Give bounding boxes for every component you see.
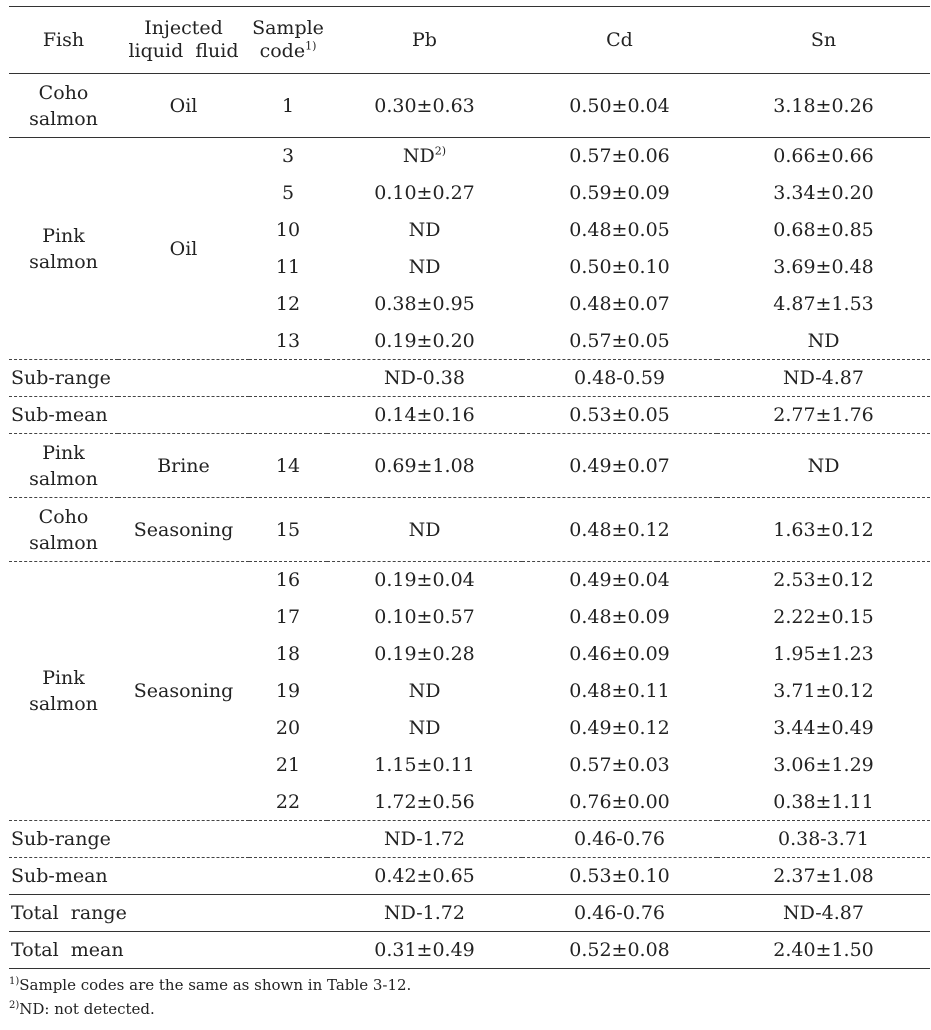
cd-cell: 0.48±0.07 xyxy=(569,293,670,315)
sn-cell: 1.95±1.23 xyxy=(773,643,874,665)
sample-code-cell: 16 xyxy=(249,562,327,599)
sn-cell: 4.87±1.53 xyxy=(773,293,874,315)
pb-cell: ND xyxy=(408,219,441,241)
fluid-cell: Oil xyxy=(118,138,249,360)
sn-cell: 3.34±0.20 xyxy=(773,182,874,204)
pb-cell: 0.69±1.08 xyxy=(327,434,522,498)
header-injected-line1: Injected xyxy=(144,17,223,39)
cd-cell: 0.50±0.10 xyxy=(569,256,670,278)
sn-cell: 2.22±0.15 xyxy=(773,606,874,628)
cd-cell: 0.50±0.04 xyxy=(569,94,670,117)
sn-cell: ND-4.87 xyxy=(717,360,930,397)
pb-cell: 0.14±0.16 xyxy=(327,397,522,434)
total-mean-label: Total mean xyxy=(9,932,327,969)
sub-mean-label: Sub-mean xyxy=(9,397,327,434)
cd-cell: 0.48±0.12 xyxy=(522,498,717,562)
fish-name: salmon xyxy=(29,467,98,490)
sn-cell: 3.44±0.49 xyxy=(773,717,874,739)
cd-cell: 0.52±0.08 xyxy=(522,932,717,969)
sn-cell: 3.69±0.48 xyxy=(773,256,874,278)
sn-cell: 2.53±0.12 xyxy=(717,562,930,599)
footnote-ref-2: 2) xyxy=(434,144,447,158)
cd-cell: 0.53±0.05 xyxy=(522,397,717,434)
sample-code-cell: 5 xyxy=(281,182,295,204)
fish-cell xyxy=(9,498,118,562)
fish-name: salmon xyxy=(29,531,98,554)
pb-value: ND xyxy=(402,145,435,168)
sample-code-cell: 1 xyxy=(281,94,295,117)
header-sample-line1: Sample xyxy=(252,17,324,39)
metal-content-table xyxy=(9,6,930,969)
header-row xyxy=(9,7,930,74)
header-injected-liquid-fluid xyxy=(118,7,249,74)
pb-cell: 0.38±0.95 xyxy=(374,293,475,315)
header-injected-line2: liquid fluid xyxy=(128,40,239,62)
fluid-cell: Brine xyxy=(118,434,249,498)
pb-cell: 0.10±0.27 xyxy=(374,182,475,204)
pb-cell: 1.15±0.11 xyxy=(374,754,475,776)
footnotes xyxy=(9,973,411,1021)
footnote-marker: 2) xyxy=(9,1000,20,1011)
fish-cell xyxy=(9,138,118,360)
sample-code-cell: 12 xyxy=(275,293,301,315)
sn-cell: ND xyxy=(717,434,930,498)
sample-code-cell: 20 xyxy=(275,717,301,739)
header-sample-line2: code xyxy=(259,40,306,62)
sn-cell: 0.38-3.71 xyxy=(717,821,930,858)
sn-cell: 3.18±0.26 xyxy=(773,94,874,117)
sn-cell: 3.06±1.29 xyxy=(773,754,874,776)
pb-cell: ND-1.72 xyxy=(327,895,522,932)
sn-cell: 1.63±0.12 xyxy=(717,498,930,562)
sub-range-row xyxy=(9,360,930,397)
pb-cell: 0.31±0.49 xyxy=(327,932,522,969)
sn-cell: 2.37±1.08 xyxy=(717,858,930,895)
sample-code-cell: 17 xyxy=(275,606,301,628)
sub-range-label: Sub-range xyxy=(9,821,327,858)
pb-cell: ND xyxy=(408,680,441,702)
fish-name: Coho xyxy=(38,505,89,528)
cd-cell: 0.49±0.04 xyxy=(522,562,717,599)
fluid-cell: Seasoning xyxy=(118,562,249,821)
footnote-text: Sample codes are the same as shown in Table 3-12. xyxy=(19,976,412,994)
cd-cell: 0.46±0.09 xyxy=(569,643,670,665)
footnote-ref-1: 1) xyxy=(305,39,317,53)
sn-cell: 3.71±0.12 xyxy=(773,680,874,702)
fish-name: Pink xyxy=(42,441,85,464)
sub-range-label: Sub-range xyxy=(9,360,327,397)
fish-cell xyxy=(9,74,118,138)
sample-code-cell: 3 xyxy=(249,138,327,175)
cd-cell: 0.48-0.59 xyxy=(522,360,717,397)
cd-cell: 0.46-0.76 xyxy=(522,895,717,932)
sn-cell: 0.68±0.85 xyxy=(773,219,874,241)
pb-cell: 0.19±0.04 xyxy=(327,562,522,599)
cd-cell: 0.49±0.07 xyxy=(522,434,717,498)
cd-cell: 0.76±0.00 xyxy=(569,790,670,813)
fish-name: Coho xyxy=(38,81,89,104)
fish-name: salmon xyxy=(29,693,98,715)
cd-cell: 0.48±0.09 xyxy=(569,606,670,628)
footnote-2 xyxy=(9,997,411,1021)
sn-cell: ND-4.87 xyxy=(717,895,930,932)
footnote-marker: 1) xyxy=(9,976,20,987)
pb-cell xyxy=(327,138,522,175)
sample-code-cell: 18 xyxy=(275,643,301,665)
sub-mean-row xyxy=(9,858,930,895)
pb-cell: ND xyxy=(327,498,522,562)
pb-cell: ND xyxy=(408,256,441,278)
sn-cell: 2.40±1.50 xyxy=(717,932,930,969)
table-row xyxy=(9,498,930,562)
header-sample-code xyxy=(249,7,327,74)
pb-cell: ND xyxy=(408,717,441,739)
cd-cell: 0.57±0.05 xyxy=(569,329,670,352)
cd-cell: 0.59±0.09 xyxy=(569,182,670,204)
fish-name: Pink xyxy=(42,224,85,247)
footnote-1 xyxy=(9,973,411,997)
sample-code-cell: 15 xyxy=(249,498,327,562)
cd-cell: 0.46-0.76 xyxy=(522,821,717,858)
fluid-cell: Oil xyxy=(169,94,198,117)
total-mean-row xyxy=(9,932,930,969)
header-cd: Cd xyxy=(606,28,633,51)
pb-cell: 0.19±0.28 xyxy=(374,643,475,665)
header-fish: Fish xyxy=(42,28,85,51)
pb-cell: 0.19±0.20 xyxy=(374,329,475,352)
cd-cell: 0.53±0.10 xyxy=(522,858,717,895)
header-sn: Sn xyxy=(810,28,837,51)
sub-mean-label: Sub-mean xyxy=(9,858,327,895)
sub-mean-row xyxy=(9,397,930,434)
sn-cell: 0.66±0.66 xyxy=(717,138,930,175)
fish-cell xyxy=(9,434,118,498)
sn-cell: 2.77±1.76 xyxy=(717,397,930,434)
table-row xyxy=(9,74,930,138)
table-row xyxy=(9,138,930,175)
sample-code-cell: 11 xyxy=(275,256,301,278)
sn-cell: ND xyxy=(807,329,840,352)
sample-code-cell: 21 xyxy=(275,754,301,776)
pb-cell: 0.10±0.57 xyxy=(374,606,475,628)
sample-code-cell: 13 xyxy=(275,329,301,352)
cd-cell: 0.57±0.06 xyxy=(522,138,717,175)
sample-code-cell: 22 xyxy=(275,790,301,813)
fish-cell xyxy=(9,562,118,821)
sample-code-cell: 14 xyxy=(249,434,327,498)
cd-cell: 0.48±0.05 xyxy=(569,219,670,241)
footnote-text: ND: not detected. xyxy=(19,1000,155,1018)
sample-code-cell: 19 xyxy=(275,680,301,702)
fish-name: salmon xyxy=(29,107,98,130)
cd-cell: 0.48±0.11 xyxy=(569,680,670,702)
pb-cell: ND-0.38 xyxy=(327,360,522,397)
sample-code-cell: 10 xyxy=(275,219,301,241)
total-range-label: Total range xyxy=(9,895,327,932)
pb-cell: 0.42±0.65 xyxy=(327,858,522,895)
table-row xyxy=(9,562,930,599)
pb-cell: 0.30±0.63 xyxy=(374,94,475,117)
cd-cell: 0.49±0.12 xyxy=(569,717,670,739)
fish-name: salmon xyxy=(29,250,98,273)
header-pb: Pb xyxy=(412,28,437,51)
cd-cell: 0.57±0.03 xyxy=(569,754,670,776)
total-range-row xyxy=(9,895,930,932)
fluid-cell: Seasoning xyxy=(118,498,249,562)
pb-cell: 1.72±0.56 xyxy=(374,790,475,813)
pb-cell: ND-1.72 xyxy=(327,821,522,858)
table-row xyxy=(9,434,930,498)
fish-name: Pink xyxy=(42,667,85,689)
sub-range-row xyxy=(9,821,930,858)
sn-cell: 0.38±1.11 xyxy=(773,790,874,813)
